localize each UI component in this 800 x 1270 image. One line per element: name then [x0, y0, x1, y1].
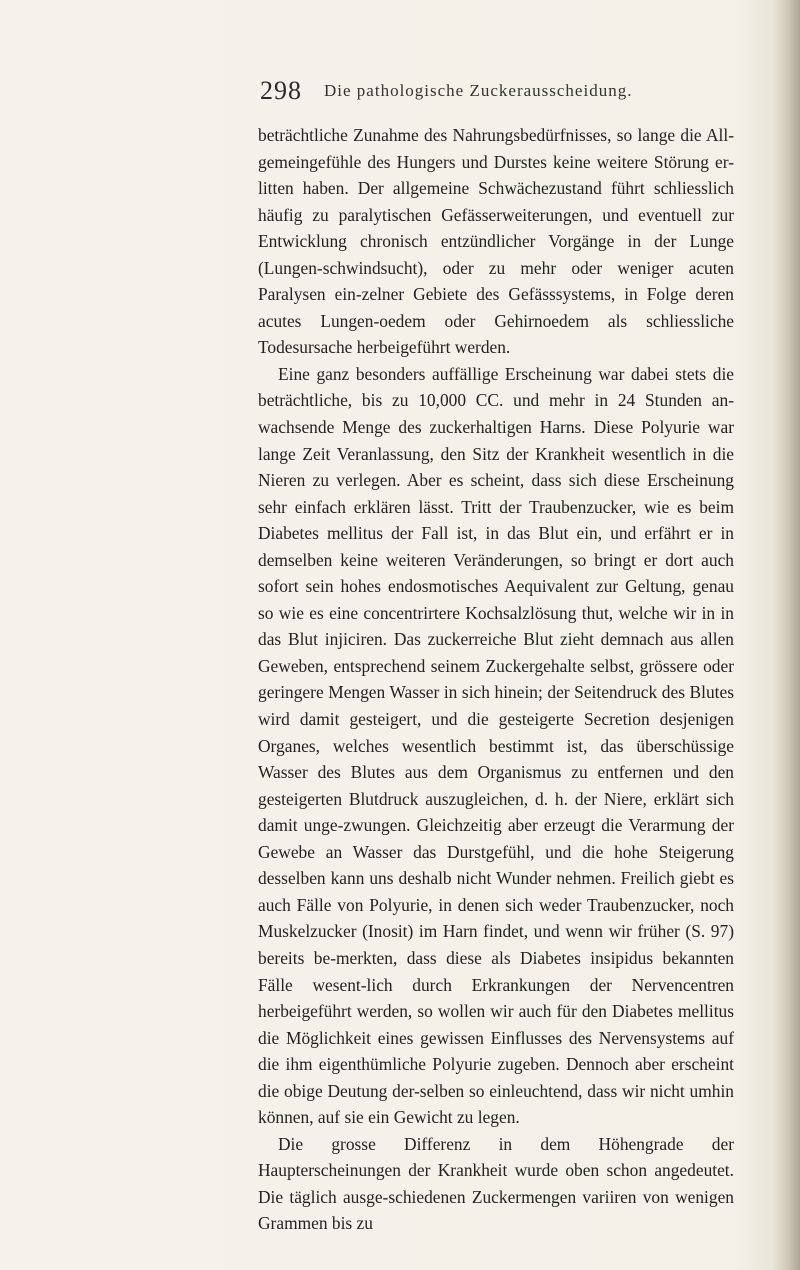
body-text [258, 122, 734, 1237]
page-number: 298 [260, 76, 302, 105]
paragraph-2: Eine ganz besonders auffällige Erscheinung war dabei stets die beträchtliche, bis zu 10,000 CC. und mehr in 24 Stunden an-wachsende Menge des zuckerhaltigen Harns. Diese Polyurie war lange Zeit Veranlassung, den Sitz der Krankheit wesentlich in die Nieren zu verlegen. Aber es scheint, dass sich diese Erscheinung sehr einfach erklären lässt. Tritt der Traubenzucker, wie es beim Diabetes mellitus der Fall ist, in das Blut ein, und erfährt er in demselben keine weiteren Veränderungen, so bringt er dort auch sofort sein hohes endosmotisches Aequivalent zur Geltung, genau so wie es eine concentrirtere Kochsalzlösung thut, welche wir in in das Blut injiciren. Das zuckerreiche Blut zieht demnach aus allen Geweben, entsprechend seinem Zuckergehalte selbst, grössere oder geringere Mengen Wasser in sich hinein; der Seitendruck des Blutes wird damit gesteigert, und die gesteigerte Secretion desjenigen Organes, welches wesentlich bestimmt ist, das überschüssige Wasser des Blutes aus dem Organismus zu entfernen und den gesteigerten Blutdruck auszugleichen, d. h. der Niere, erklärt sich damit unge-zwungen. Gleichzeitig aber erzeugt die Verarmung der Gewebe an Wasser das Durstgefühl, und die hohe Steigerung desselben kann uns deshalb nicht Wunder nehmen. Freilich giebt es auch Fälle von Polyurie, in denen sich weder Traubenzucker, noch Muskelzucker (Inosit) im Harn findet, und wenn wir früher (S. 97) bereits be-merkten, dass diese als Diabetes insipidus bekannten Fälle wesent-lich durch Erkrankungen der Nervencentren herbeigeführt werden, so wollen wir auch für den Diabetes mellitus die Möglichkeit eines gewissen Einflusses des Nervensystems auf die ihm eigenthümliche Polyurie zugeben. Dennoch aber erscheint die obige Deutung der-selben so einleuchtend, dass wir nicht umhin können, auf sie ein Gewicht zu legen. [258, 363, 734, 1128]
paragraph-3: Die grosse Differenz in dem Höhengrade der Haupterscheinungen der Krankheit wurde oben schon angedeutet. Die täglich ausge-schiedenen Zuckermengen variiren von wenigen Grammen bis zu [258, 1133, 734, 1234]
page-header [260, 76, 720, 112]
paragraph-1: beträchtliche Zunahme des Nahrungsbedürfnisses, so lange die All-gemeingefühle des Hungers und Durstes keine weitere Störung er-litten haben. Der allgemeine Schwächezustand führt schliesslich häufig zu paralytischen Gefässerweiterungen, und eventuell zur Entwicklung chronisch entzündlicher Vorgänge in der Lunge (Lungen-schwindsucht), oder zu mehr oder weniger acuten Paralysen ein-zelner Gebiete des Gefässsystems, in Folge deren acutes Lungen-oedem oder Gehirnoedem als schliessliche Todesursache herbeigeführt werden. [258, 125, 734, 358]
running-head: Die pathologische Zuckerausscheidung. [324, 81, 633, 100]
page-edge-shadow [772, 0, 800, 1270]
